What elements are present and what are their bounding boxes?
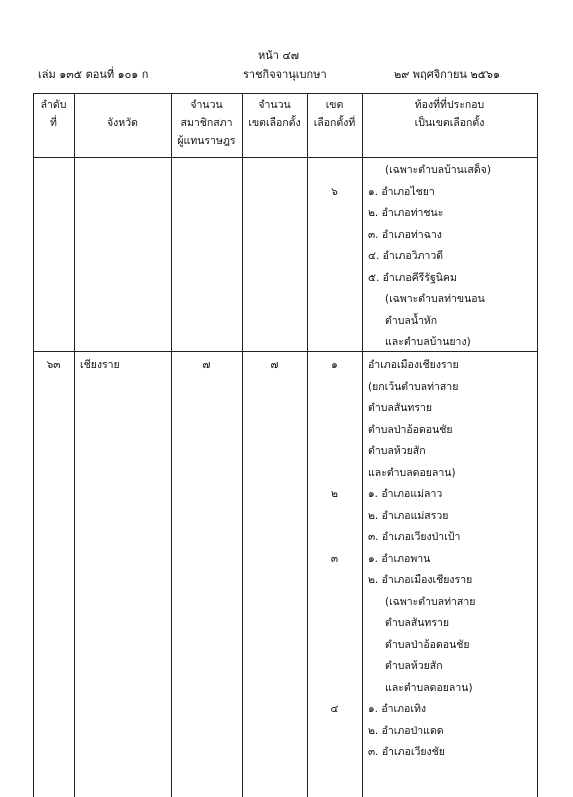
- cell-area: ๑. อำเภอแม่ลาว: [368, 488, 443, 500]
- cell-area: อำเภอเมืองเชียงราย: [368, 359, 459, 371]
- cell-district: ๔: [330, 703, 339, 715]
- cell-area: ตำบลสันทราย: [385, 617, 450, 629]
- table-col-line: [242, 93, 243, 797]
- cell-area: ๕. อำเภอคีรีรัฐนิคม: [368, 271, 457, 284]
- cell-area: ๓. อำเภอท่าฉาง: [368, 228, 442, 241]
- cell-area: ๒. อำเภอแม่สรวย: [368, 509, 449, 522]
- col-header-constituencies: จำนวน เขตเลือกตั้ง: [248, 99, 301, 129]
- cell-area: (เฉพาะตำบลบ้านเสด็จ): [385, 164, 491, 176]
- cell-area: ตำบลสันทราย: [368, 402, 433, 414]
- cell-province: เชียงราย: [80, 359, 120, 371]
- cell-members: ๗: [202, 359, 211, 371]
- cell-district: ๑: [331, 359, 338, 371]
- cell-district: ๖: [331, 185, 338, 198]
- table-header-border: [33, 157, 538, 158]
- table-col-line: [33, 93, 34, 797]
- cell-area: (ยกเว้นตำบลท่าสาย: [368, 380, 459, 393]
- col-header-order: ลำดับ ที่: [40, 99, 67, 129]
- cell-area: ๒. อำเภอป่าแดด: [368, 724, 444, 737]
- cell-area: ๔. อำเภอวิภาวดี: [368, 250, 444, 262]
- cell-area: และตำบลดอยลาน): [368, 466, 456, 479]
- cell-area: ๒. อำเภอท่าชนะ: [368, 207, 444, 219]
- cell-area: ๒. อำเภอเมืองเชียงราย: [368, 574, 473, 586]
- table-row-divider: [33, 351, 538, 352]
- cell-area: ๑. อำเภอเทิง: [368, 703, 426, 715]
- cell-area: (เฉพาะตำบลท่าสาย: [385, 595, 476, 608]
- table-col-line: [537, 93, 538, 797]
- table-col-line: [74, 93, 75, 797]
- cell-area: ตำบลป่าอ้อดอนชัย: [385, 638, 470, 651]
- cell-area: ๓. อำเภอเวียงชัย: [368, 746, 445, 758]
- table-col-line: [171, 93, 172, 797]
- cell-area: ๑. อำเภอไชยา: [368, 185, 435, 198]
- gazette-date: ๒๙ พฤศจิกายน ๒๕๖๑: [394, 68, 500, 81]
- cell-district: ๓: [330, 552, 339, 565]
- cell-area: และตำบลดอยลาน): [385, 681, 473, 694]
- cell-area: ตำบลห้วยสัก: [385, 660, 443, 672]
- cell-count: ๗: [270, 359, 279, 371]
- gazette-title: ราชกิจจานุเบกษา: [243, 68, 327, 81]
- page-number: หน้า ๔๗: [258, 49, 300, 62]
- col-header-areas: ท้องที่ที่ประกอบ เป็นเขตเลือกตั้ง: [414, 99, 485, 129]
- gazette-volume: เล่ม ๑๓๕ ตอนที่ ๑๐๑ ก: [38, 68, 149, 81]
- cell-area: ตำบลห้วยสัก: [368, 445, 426, 457]
- cell-area: ๑. อำเภอพาน: [368, 552, 431, 565]
- cell-order: ๖๓: [46, 359, 61, 371]
- cell-district: ๒: [331, 488, 338, 500]
- cell-area: (เฉพาะตำบลท่าขนอน: [385, 293, 485, 305]
- table-top-border: [33, 93, 538, 94]
- col-header-members: จำนวน สมาชิกสภา ผู้แทนราษฎร: [177, 99, 236, 147]
- table-col-line: [362, 93, 363, 797]
- col-header-province: จังหวัด: [107, 117, 138, 129]
- cell-area: ตำบลป่าอ้อดอนชัย: [368, 423, 453, 436]
- cell-area: และตำบลบ้านยาง): [385, 336, 471, 348]
- cell-area: ตำบลน้ำหัก: [385, 314, 438, 327]
- col-header-district-no: เขต เลือกตั้งที่: [313, 99, 356, 129]
- cell-area: ๓. อำเภอเวียงป่าเป้า: [368, 531, 461, 543]
